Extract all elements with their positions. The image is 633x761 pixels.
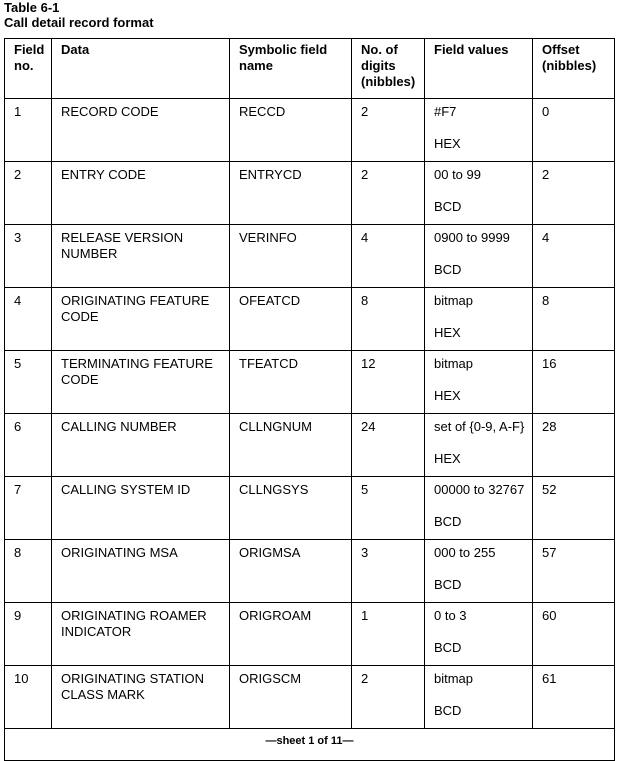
- table-row: [5, 603, 615, 666]
- table-row: [5, 225, 615, 288]
- cell-data: RELEASE VERSION NUMBER: [52, 225, 230, 288]
- cell-offset: 60: [533, 603, 615, 666]
- cell-no-of-digits: 2: [352, 162, 425, 225]
- cell-data: CALLING SYSTEM ID: [52, 477, 230, 540]
- field-value-range: bitmap: [434, 356, 474, 371]
- cell-field-values: [425, 225, 533, 288]
- cell-offset: 0: [533, 99, 615, 162]
- cell-no-of-digits: 24: [352, 414, 425, 477]
- column-header-field-values: Field values: [425, 39, 533, 99]
- cell-data: TERMINATING FEATURE CODE: [52, 351, 230, 414]
- cell-field-no: 9: [5, 603, 52, 666]
- cell-no-of-digits: 3: [352, 540, 425, 603]
- cell-offset: 4: [533, 225, 615, 288]
- field-value-range: 0 to 3: [434, 608, 467, 623]
- cell-symbolic-field-name: ORIGSCM: [230, 666, 352, 729]
- table-row: [5, 540, 615, 603]
- cell-offset: 2: [533, 162, 615, 225]
- cell-symbolic-field-name: ORIGROAM: [230, 603, 352, 666]
- cell-offset: 61: [533, 666, 615, 729]
- cell-field-no: 1: [5, 99, 52, 162]
- cell-symbolic-field-name: TFEATCD: [230, 351, 352, 414]
- cell-data: RECORD CODE: [52, 99, 230, 162]
- field-value-range: 00000 to 32767: [434, 482, 525, 497]
- column-header-data: Data: [52, 39, 230, 99]
- field-value-encoding: BCD: [434, 262, 462, 277]
- cell-offset: 28: [533, 414, 615, 477]
- cell-offset: 16: [533, 351, 615, 414]
- field-value-encoding: HEX: [434, 451, 461, 466]
- call-detail-record-table: [4, 38, 615, 761]
- field-value-range: set of {0-9, A-F}: [434, 419, 525, 434]
- cell-no-of-digits: 8: [352, 288, 425, 351]
- field-value-encoding: BCD: [434, 514, 462, 529]
- column-header-symbolic-field-name: Symbolic field name: [230, 39, 352, 99]
- field-value-range: bitmap: [434, 293, 474, 308]
- table-row: [5, 414, 615, 477]
- cell-field-values: [425, 351, 533, 414]
- table-title: Call detail record format: [4, 15, 154, 30]
- cell-no-of-digits: 12: [352, 351, 425, 414]
- cell-field-values: [425, 540, 533, 603]
- field-value-encoding: BCD: [434, 703, 462, 718]
- table-caption: [4, 0, 154, 30]
- cell-data: ORIGINATING ROAMER INDICATOR: [52, 603, 230, 666]
- cell-field-values: [425, 99, 533, 162]
- field-value-range: 00 to 99: [434, 167, 481, 182]
- cell-no-of-digits: 1: [352, 603, 425, 666]
- cell-no-of-digits: 5: [352, 477, 425, 540]
- sheet-indicator: —sheet 1 of 11—: [5, 729, 615, 761]
- cell-field-values: [425, 603, 533, 666]
- column-header-no-of-digits: No. of digits (nibbles): [352, 39, 425, 99]
- cell-field-values: [425, 477, 533, 540]
- cell-data: ORIGINATING MSA: [52, 540, 230, 603]
- cell-no-of-digits: 2: [352, 99, 425, 162]
- cell-field-no: 6: [5, 414, 52, 477]
- cell-field-values: [425, 162, 533, 225]
- cell-symbolic-field-name: CLLNGSYS: [230, 477, 352, 540]
- field-value-encoding: BCD: [434, 199, 462, 214]
- cell-symbolic-field-name: CLLNGNUM: [230, 414, 352, 477]
- cell-data: CALLING NUMBER: [52, 414, 230, 477]
- header-row: [5, 39, 615, 99]
- cell-data: ENTRY CODE: [52, 162, 230, 225]
- cell-offset: 52: [533, 477, 615, 540]
- cell-symbolic-field-name: OFEATCD: [230, 288, 352, 351]
- cell-offset: 57: [533, 540, 615, 603]
- cell-symbolic-field-name: ENTRYCD: [230, 162, 352, 225]
- cell-symbolic-field-name: VERINFO: [230, 225, 352, 288]
- table-row: [5, 477, 615, 540]
- cell-field-values: [425, 414, 533, 477]
- table-row: [5, 99, 615, 162]
- cell-field-no: 5: [5, 351, 52, 414]
- column-header-field-no: Field no.: [5, 39, 52, 99]
- table-number: Table 6-1: [4, 0, 60, 15]
- cell-field-no: 3: [5, 225, 52, 288]
- cell-no-of-digits: 4: [352, 225, 425, 288]
- cell-no-of-digits: 2: [352, 666, 425, 729]
- field-value-encoding: BCD: [434, 640, 462, 655]
- field-value-range: 000 to 255: [434, 545, 496, 560]
- field-value-encoding: BCD: [434, 577, 462, 592]
- field-value-range: bitmap: [434, 671, 474, 686]
- table-row: [5, 162, 615, 225]
- field-value-range: 0900 to 9999: [434, 230, 510, 245]
- field-value-range: #F7: [434, 104, 457, 119]
- table-body: [5, 99, 615, 729]
- cell-field-no: 2: [5, 162, 52, 225]
- cell-field-no: 8: [5, 540, 52, 603]
- cell-symbolic-field-name: RECCD: [230, 99, 352, 162]
- footer-row: [5, 729, 615, 761]
- table-row: [5, 666, 615, 729]
- cell-data: ORIGINATING FEATURE CODE: [52, 288, 230, 351]
- column-header-offset: Offset (nibbles): [533, 39, 615, 99]
- cell-field-values: [425, 288, 533, 351]
- cell-symbolic-field-name: ORIGMSA: [230, 540, 352, 603]
- field-value-encoding: HEX: [434, 136, 461, 151]
- cell-field-no: 4: [5, 288, 52, 351]
- cell-field-no: 7: [5, 477, 52, 540]
- cell-field-values: [425, 666, 533, 729]
- table-row: [5, 288, 615, 351]
- field-value-encoding: HEX: [434, 388, 461, 403]
- cell-offset: 8: [533, 288, 615, 351]
- table-row: [5, 351, 615, 414]
- cell-data: ORIGINATING STATION CLASS MARK: [52, 666, 230, 729]
- field-value-encoding: HEX: [434, 325, 461, 340]
- cell-field-no: 10: [5, 666, 52, 729]
